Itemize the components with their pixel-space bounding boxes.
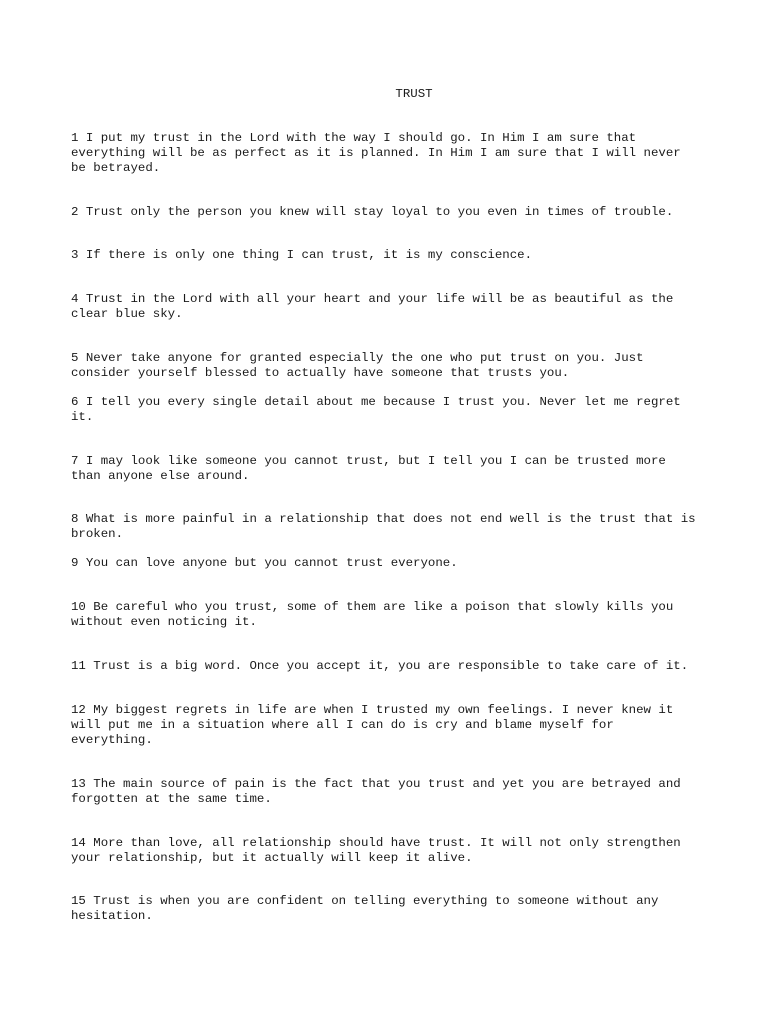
paragraph-12: 12 My biggest regrets in life are when I trusted my own feelings. I never knew it will put me in a situation where all I can do is cry and blame myself for everything. — [71, 703, 674, 747]
paragraph-15: 15 Trust is when you are confident on telling everything to someone without any hesitation. — [71, 894, 659, 923]
paragraph-9: 9 You can love anyone but you cannot trust everyone. — [71, 556, 458, 570]
paragraph-14: 14 More than love, all relationship should have trust. It will not only strengthen your relationship, but it actually will keep it alive. — [71, 836, 681, 865]
paragraph-13: 13 The main source of pain is the fact that you trust and yet you are betrayed and forgotten at the same time. — [71, 777, 681, 806]
paragraph-2: 2 Trust only the person you knew will stay loyal to you even in times of trouble. — [71, 205, 674, 219]
paragraph-4: 4 Trust in the Lord with all your heart and your life will be as beautiful as the clear blue sky. — [71, 292, 674, 321]
paragraph-6: 6 I tell you every single detail about me because I trust you. Never let me regret it. — [71, 395, 681, 424]
paragraph-5: 5 Never take anyone for granted especially the one who put trust on you. Just consider yourself blessed to actually have someone that trusts you. — [71, 351, 644, 380]
paragraph-11: 11 Trust is a big word. Once you accept it, you are responsible to take care of it. — [71, 659, 689, 673]
document-title: TRUST — [395, 87, 433, 101]
paragraph-1: 1 I put my trust in the Lord with the way I should go. In Him I am sure that everything will be as perfect as it is planned. In Him I am sure that I will never be betrayed. — [71, 131, 681, 175]
paragraph-7: 7 I may look like someone you cannot trust, but I tell you I can be trusted more than anyone else around. — [71, 454, 666, 483]
paragraph-3: 3 If there is only one thing I can trust, it is my conscience. — [71, 248, 533, 262]
paragraph-10: 10 Be careful who you trust, some of them are like a poison that slowly kills you without even noticing it. — [71, 600, 674, 629]
paragraph-8: 8 What is more painful in a relationship that does not end well is the trust that is broken. — [71, 512, 696, 541]
